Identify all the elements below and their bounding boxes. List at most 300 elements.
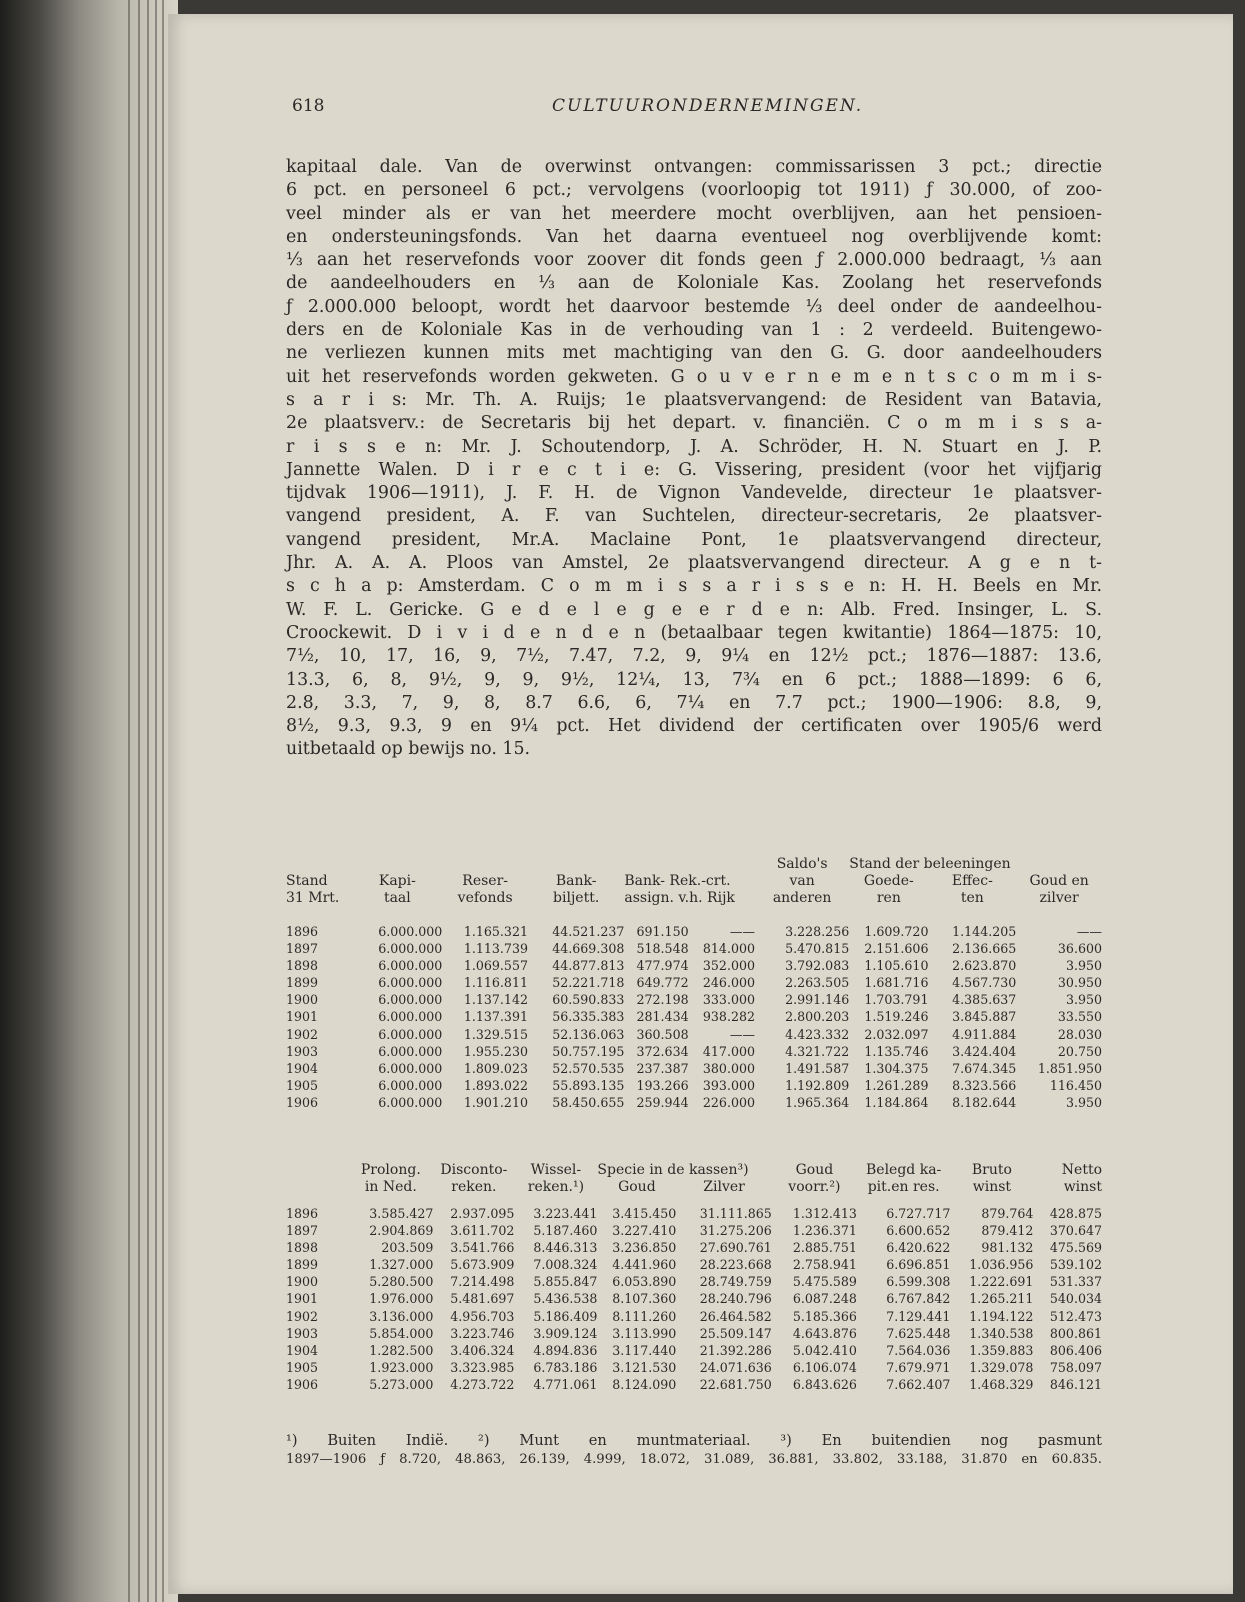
table2-header-row-cell: winst bbox=[972, 1179, 1012, 1195]
table1-row-cell: 1906 bbox=[286, 1094, 319, 1110]
table1-row-cell: 1902 bbox=[286, 1026, 319, 1042]
table2-row-cell: 1.282.500 bbox=[369, 1342, 434, 1358]
table1-row-cell: 6.000.000 bbox=[378, 941, 443, 957]
page-edge-line bbox=[162, 0, 164, 1602]
table2-row bbox=[286, 1376, 1102, 1393]
table1-header-row-cell: biljett. bbox=[553, 890, 600, 906]
table2-row-cell: 1906 bbox=[286, 1376, 319, 1392]
table2-row-cell: 2.758.941 bbox=[792, 1257, 857, 1273]
table1-row-cell: 691.150 bbox=[636, 924, 689, 939]
table1-row-cell: 372.634 bbox=[636, 1043, 689, 1059]
table1-row-cell: 333.000 bbox=[702, 992, 755, 1008]
table1-row-cell: 3.950 bbox=[1065, 992, 1102, 1008]
table1-header-row-cell: Saldo's bbox=[776, 856, 828, 872]
table2-row-cell: 758.097 bbox=[1049, 1359, 1102, 1375]
table1-row-cell: 1904 bbox=[286, 1060, 319, 1076]
table2-row-cell: 6.843.626 bbox=[792, 1376, 857, 1392]
table2-header-row-cell: Bruto bbox=[971, 1162, 1012, 1178]
table2-row-cell: 6.783.186 bbox=[533, 1359, 598, 1375]
table1-row-cell: 1.144.205 bbox=[952, 924, 1017, 939]
table2-row-cell: 28.749.759 bbox=[699, 1274, 772, 1290]
table2-row-cell: 4.771.061 bbox=[533, 1376, 598, 1392]
table2-header-row-cell bbox=[286, 1179, 348, 1196]
table1-row-cell: 6.000.000 bbox=[378, 1060, 443, 1076]
table2-row-cell: 5.273.000 bbox=[369, 1376, 434, 1392]
table2-header-row-cell: voorr.²) bbox=[788, 1179, 841, 1195]
table2-row-cell: 8.124.090 bbox=[612, 1376, 677, 1392]
table1-row-cell: 6.000.000 bbox=[378, 975, 443, 991]
table1-header-row-cell: van bbox=[789, 873, 815, 889]
table2-row-cell: 3.909.124 bbox=[533, 1325, 598, 1341]
table2-row-cell: 3.113.990 bbox=[612, 1325, 677, 1341]
table1-row-cell: 3.792.083 bbox=[785, 958, 850, 974]
table2-row-cell: 1896 bbox=[286, 1206, 319, 1221]
table1-row-cell: 1899 bbox=[286, 975, 319, 991]
table2-header-row-cell bbox=[286, 1162, 348, 1179]
table1-row-cell: 1.304.375 bbox=[864, 1060, 929, 1076]
table1-row-cell: 44.669.308 bbox=[552, 941, 625, 957]
table1-row-cell: 3.228.256 bbox=[785, 924, 850, 939]
table1-row-cell: 4.385.637 bbox=[952, 992, 1017, 1008]
table2-row-cell: 4.273.722 bbox=[450, 1376, 515, 1392]
table1-row bbox=[286, 957, 1102, 974]
body-line: uit het reservefonds worden gekweten. G o u v e r n e m e n t s c o m m i s- bbox=[286, 366, 1102, 387]
table2-row-cell: 21.392.286 bbox=[699, 1342, 772, 1358]
table2-row-cell: 31.111.865 bbox=[699, 1206, 772, 1221]
table1-row-cell: 259.944 bbox=[636, 1094, 689, 1110]
table2-row-cell: 6.087.248 bbox=[792, 1291, 857, 1307]
table2-row-cell: 3.611.702 bbox=[450, 1223, 515, 1239]
table2-row-cell: 6.420.622 bbox=[886, 1240, 951, 1256]
table1-row-cell: 1.105.610 bbox=[864, 958, 929, 974]
table1-row-cell: 6.000.000 bbox=[378, 1043, 443, 1059]
body-line: ƒ 2.000.000 beloopt, wordt het daarvoor bestemde ⅓ deel onder de aandeelhou- bbox=[286, 296, 1102, 317]
table1-row-cell: 1.261.289 bbox=[864, 1077, 929, 1093]
table1-row bbox=[286, 1026, 1102, 1043]
table1-row bbox=[286, 1077, 1102, 1094]
table2-header-row-cell: pit.en res. bbox=[867, 1179, 940, 1195]
table1-row-cell: 3.950 bbox=[1065, 958, 1102, 974]
table2-header-row-cell: Disconto- bbox=[440, 1162, 508, 1178]
body-line: Jhr. A. A. A. Ploos van Amstel, 2e plaatsvervangend directeur. A g e n t- bbox=[286, 553, 1102, 574]
table2-row-cell: 5.187.460 bbox=[533, 1223, 598, 1239]
table1-row-cell: 44.877.813 bbox=[552, 958, 625, 974]
table2-row-cell: 7.679.971 bbox=[886, 1359, 951, 1375]
body-line: uitbetaald op bewijs no. 15. bbox=[286, 739, 531, 760]
table1-row-cell: 2.263.505 bbox=[785, 975, 850, 991]
table1-row bbox=[286, 1008, 1102, 1025]
table1-row-cell: 477.974 bbox=[636, 958, 689, 974]
table1-row-cell: 272.198 bbox=[636, 992, 689, 1008]
table1-row-cell: 1.901.210 bbox=[463, 1094, 528, 1110]
table2-row-cell: 1.236.371 bbox=[792, 1223, 857, 1239]
body-line: ders en de Koloniale Kas in de verhouding van 1 : 2 verdeeld. Buitengewo- bbox=[286, 320, 1102, 341]
table2-row-cell: 512.473 bbox=[1049, 1308, 1102, 1324]
table2-header-row-cell: Specie in de kassen³) bbox=[597, 1162, 749, 1178]
table1-row-cell: 2.032.097 bbox=[864, 1026, 929, 1042]
table1-row-cell: 33.550 bbox=[1057, 1009, 1102, 1025]
table1-row-cell: 56.335.383 bbox=[552, 1009, 625, 1025]
table2-row-cell: 3.227.410 bbox=[612, 1223, 677, 1239]
table2-row-cell: 5.186.409 bbox=[533, 1308, 598, 1324]
table2-row-cell: 5.185.366 bbox=[792, 1308, 857, 1324]
table2-row-cell: 4.894.836 bbox=[533, 1342, 598, 1358]
table1-header-row-cell: Stand der beleeningen bbox=[849, 856, 1011, 872]
table2-row-cell: 1.468.329 bbox=[969, 1376, 1034, 1392]
table1-row-cell: 3.845.887 bbox=[952, 1009, 1017, 1025]
table1-row-cell: 1.703.791 bbox=[864, 992, 929, 1008]
table1-row-cell: 1.681.716 bbox=[864, 975, 929, 991]
table1-header-row-cell: Reser- bbox=[462, 873, 509, 889]
table1-row-cell: 393.000 bbox=[702, 1077, 755, 1093]
table1-row-cell: 1901 bbox=[286, 1009, 319, 1025]
table2-row-cell: 5.854.000 bbox=[369, 1325, 434, 1341]
table1-header-row-cell: Effec- bbox=[951, 873, 993, 889]
page-number: 618 bbox=[292, 96, 325, 116]
table1-header-row-cell: Kapi- bbox=[378, 873, 416, 889]
table2-row-cell: 370.647 bbox=[1049, 1223, 1102, 1239]
table1-row-cell: 814.000 bbox=[702, 941, 755, 957]
table2-row-cell: 22.681.750 bbox=[699, 1376, 772, 1392]
table1-row-cell: 1.609.720 bbox=[864, 924, 929, 939]
table1-row-cell: 938.282 bbox=[702, 1009, 755, 1025]
table1-row-cell: 226.000 bbox=[702, 1094, 755, 1110]
table1-row-cell: 1.491.587 bbox=[785, 1060, 850, 1076]
table2-header-row-cell: winst bbox=[1063, 1179, 1102, 1195]
table2-row-cell: 7.129.441 bbox=[886, 1308, 951, 1324]
table1-row-cell: 352.000 bbox=[702, 958, 755, 974]
page-edge-line bbox=[155, 0, 157, 1602]
table1-header-row-cell: Stand bbox=[286, 873, 328, 889]
table1-row-cell: —— bbox=[1076, 924, 1102, 939]
table1-row-cell: 1.135.746 bbox=[864, 1043, 929, 1059]
table2-row-cell: 540.034 bbox=[1049, 1291, 1102, 1307]
table1-header-row-cell: Bank- bbox=[555, 873, 597, 889]
table2-row-cell: 7.564.036 bbox=[886, 1342, 951, 1358]
table1-row-cell: 1903 bbox=[286, 1043, 319, 1059]
table2-row-cell: 27.690.761 bbox=[699, 1240, 772, 1256]
table2-row-cell: 6.767.842 bbox=[886, 1291, 951, 1307]
table2-row-cell: 8.111.260 bbox=[612, 1308, 677, 1324]
table2-row-cell: 3.406.324 bbox=[450, 1342, 515, 1358]
table1-row-cell: 55.893.135 bbox=[552, 1077, 625, 1093]
table1-row-cell: 1.955.230 bbox=[463, 1043, 528, 1059]
table1-row-cell: 1.809.023 bbox=[463, 1060, 528, 1076]
table2-row-cell: 428.875 bbox=[1049, 1206, 1102, 1221]
table1-row-cell: 1.893.022 bbox=[463, 1077, 528, 1093]
table2-row-cell: 1.312.413 bbox=[792, 1206, 857, 1221]
table2-row-cell: 6.106.074 bbox=[792, 1359, 857, 1375]
table1-row-cell: 1.069.557 bbox=[463, 958, 528, 974]
footnotes bbox=[286, 1431, 1102, 1469]
footnote-line: 1897—1906 ƒ 8.720, 48.863, 26.139, 4.999, 18.072, 31.089, 36.881, 33.802, 33.188, 31.870 en 60.835. bbox=[286, 1452, 1102, 1467]
table1-row-cell: —— bbox=[729, 924, 755, 939]
table2-row-cell: 1.265.211 bbox=[969, 1291, 1034, 1307]
table2-row-cell: 531.337 bbox=[1049, 1274, 1102, 1290]
table2-row-cell: 1901 bbox=[286, 1291, 319, 1307]
table1-row-cell: 1.113.739 bbox=[463, 941, 528, 957]
table2-row-cell: 3.117.440 bbox=[612, 1342, 677, 1358]
body-line: en ondersteuningsfonds. Van het daarna eventueel nog overblijvende komt: bbox=[286, 226, 1102, 247]
table2-row-cell: 1903 bbox=[286, 1325, 319, 1341]
table2-row-cell: 3.223.746 bbox=[450, 1325, 515, 1341]
table2-row bbox=[286, 1222, 1102, 1239]
body-paragraph bbox=[286, 156, 1102, 762]
footnote-line: ¹) Buiten Indië. ²) Munt en muntmateriaal. ³) En buitendien nog pasmunt bbox=[286, 1432, 1102, 1449]
table2-row-cell: 5.475.589 bbox=[792, 1274, 857, 1290]
body-line: vangend president, A. F. van Suchtelen, directeur-secretaris, 2e plaatsver- bbox=[286, 506, 1102, 527]
table1-row-cell: 1900 bbox=[286, 992, 319, 1008]
table1-row bbox=[286, 991, 1102, 1008]
table1-row-cell: 193.266 bbox=[636, 1077, 689, 1093]
table1-row bbox=[286, 1060, 1102, 1077]
table2-row-cell: 2.885.751 bbox=[792, 1240, 857, 1256]
table1-row-cell: 2.991.146 bbox=[785, 992, 850, 1008]
table2-row bbox=[286, 1308, 1102, 1325]
table1-row-cell: 1.192.809 bbox=[785, 1077, 850, 1093]
table1-row bbox=[286, 940, 1102, 957]
table2-header-row-cell: Netto bbox=[1061, 1162, 1102, 1178]
table1-header-row bbox=[286, 856, 1102, 873]
table2-header-row-cell: Wissel- bbox=[530, 1162, 582, 1178]
table1-header-row bbox=[286, 873, 1102, 890]
table2-header-row bbox=[286, 1162, 1102, 1179]
table2-row-cell: 1898 bbox=[286, 1240, 319, 1256]
table2-row-cell: 4.441.960 bbox=[612, 1257, 677, 1273]
table1-row-cell: 36.600 bbox=[1057, 941, 1102, 957]
table1-header-row-cell: Bank- Rek.-crt. bbox=[624, 873, 731, 889]
table2-row-cell: 5.280.500 bbox=[369, 1274, 434, 1290]
table2-row-cell: 5.481.697 bbox=[450, 1291, 515, 1307]
running-head bbox=[292, 96, 1092, 122]
table2-row-cell: 4.643.876 bbox=[792, 1325, 857, 1341]
body-line: Croockewit. D i v i d e n d e n (betaalbaar tegen kwitantie) 1864—1875: 10, bbox=[286, 622, 1102, 643]
table1-row-cell: 1.851.950 bbox=[1037, 1060, 1102, 1076]
table2-row-cell: 28.240.796 bbox=[699, 1291, 772, 1307]
table2-row-cell: 846.121 bbox=[1049, 1376, 1102, 1392]
running-title: CULTUURONDERNEMINGEN. bbox=[552, 96, 864, 116]
table1-row-cell: 52.570.535 bbox=[552, 1060, 625, 1076]
table1-row-cell: 20.750 bbox=[1057, 1043, 1102, 1059]
table1-row-cell: 1.329.515 bbox=[463, 1026, 528, 1042]
table1-row-cell: 380.000 bbox=[702, 1060, 755, 1076]
table1-header bbox=[286, 856, 1102, 907]
table2-header-row-cell: Goud bbox=[618, 1179, 656, 1195]
table2-row bbox=[286, 1359, 1102, 1376]
table2-row-cell: 1.340.538 bbox=[969, 1325, 1034, 1341]
table2-header-row bbox=[286, 1179, 1102, 1196]
table1-row-cell: 1.137.142 bbox=[463, 992, 528, 1008]
table2-row-cell: 31.275.206 bbox=[699, 1223, 772, 1239]
table2-row-cell: 1.327.000 bbox=[369, 1257, 434, 1273]
table2-row-cell: 6.600.652 bbox=[886, 1223, 951, 1239]
table2-row-cell: 7.662.407 bbox=[886, 1376, 951, 1392]
table2-row-cell: 1.036.956 bbox=[969, 1257, 1034, 1273]
table2-row-cell: 5.436.538 bbox=[533, 1291, 598, 1307]
table2-row-cell: 1904 bbox=[286, 1342, 319, 1358]
table1-header-row-cell: Goud en bbox=[1029, 873, 1089, 889]
table1-row-cell: 417.000 bbox=[702, 1043, 755, 1059]
table2-row-cell: 8.107.360 bbox=[612, 1291, 677, 1307]
table1-row-cell: 1.965.364 bbox=[785, 1094, 850, 1110]
table2-row-cell: 1.923.000 bbox=[369, 1359, 434, 1375]
table2-row-cell: 879.412 bbox=[981, 1223, 1034, 1239]
body-line: veel minder als er van het meerdere mocht overblijven, aan het pensioen- bbox=[286, 203, 1102, 224]
table1-row-cell: 6.000.000 bbox=[378, 924, 443, 939]
table1-header-row-cell: assign. v.h. Rijk bbox=[624, 890, 735, 906]
table2-row-cell: 203.509 bbox=[381, 1240, 434, 1256]
table1-row-cell: 1905 bbox=[286, 1077, 319, 1093]
table1-row-cell: 6.000.000 bbox=[378, 958, 443, 974]
table2-row-cell: 806.406 bbox=[1049, 1342, 1102, 1358]
table1-row-cell: 281.434 bbox=[636, 1009, 689, 1025]
table1-header-row-cell: ten bbox=[960, 890, 984, 906]
body-line: s a r i s: Mr. Th. A. Ruijs; 1e plaatsvervangend: de Resident van Batavia, bbox=[286, 389, 1102, 410]
table1-row-cell: 52.136.063 bbox=[552, 1026, 625, 1042]
table1-body bbox=[286, 923, 1102, 1111]
book-binding-edge bbox=[0, 0, 178, 1602]
table2-body bbox=[286, 1205, 1102, 1393]
table1-row-cell: 8.182.644 bbox=[952, 1094, 1017, 1110]
table1-row-cell: 6.000.000 bbox=[378, 992, 443, 1008]
body-line: ⅓ aan het reservefonds voor zoover dit fonds geen ƒ 2.000.000 bedraagt, ⅓ aan bbox=[286, 250, 1102, 271]
table2-header-row-cell: Zilver bbox=[703, 1179, 745, 1195]
page-edge-line bbox=[147, 0, 149, 1602]
table2-row-cell: 3.223.441 bbox=[533, 1206, 598, 1221]
table1-row-cell: 2.623.870 bbox=[952, 958, 1017, 974]
table2-row-cell: 8.446.313 bbox=[533, 1240, 598, 1256]
table1-row-cell: 116.450 bbox=[1049, 1077, 1102, 1093]
table1-row-cell: 1.519.246 bbox=[864, 1009, 929, 1025]
table2-row-cell: 1.359.883 bbox=[969, 1342, 1034, 1358]
table1-row-cell: 7.674.345 bbox=[952, 1060, 1017, 1076]
table2-row-cell: 1.194.122 bbox=[969, 1308, 1034, 1324]
table1-row-cell: 1.165.321 bbox=[463, 924, 528, 939]
body-line: 6 pct. en personeel 6 pct.; vervolgens (voorloopig tot 1911) ƒ 30.000, of zoo- bbox=[286, 180, 1102, 201]
body-line: r i s s e n: Mr. J. Schoutendorp, J. A. Schröder, H. N. Stuart en J. P. bbox=[286, 436, 1102, 457]
table2-row-cell: 1900 bbox=[286, 1274, 319, 1290]
table2-row-cell: 3.541.766 bbox=[450, 1240, 515, 1256]
table1-header-row-cell: vefonds bbox=[457, 890, 513, 906]
table1-row-cell: 8.323.566 bbox=[952, 1077, 1017, 1093]
table1-header-row-cell: 31 Mrt. bbox=[286, 890, 340, 906]
book-page bbox=[168, 14, 1233, 1594]
table2-row-cell: 800.861 bbox=[1049, 1325, 1102, 1341]
body-line: tijdvak 1906—1911), J. F. H. de Vignon Vandevelde, directeur 1e plaatsver- bbox=[286, 483, 1102, 504]
table1-row-cell: 6.000.000 bbox=[378, 1026, 443, 1042]
table1-row-cell: 2.151.606 bbox=[864, 941, 929, 957]
table1-row-cell: 360.508 bbox=[636, 1026, 689, 1042]
table1-row-cell: 1.184.864 bbox=[864, 1094, 929, 1110]
table1-row bbox=[286, 1094, 1102, 1111]
table2-row-cell: 3.585.427 bbox=[369, 1206, 434, 1221]
table2-header-row-cell: Prolong. bbox=[360, 1162, 421, 1178]
table1-header-row-cell: anderen bbox=[772, 890, 832, 906]
table1-row-cell: 6.000.000 bbox=[378, 1094, 443, 1110]
body-line: de aandeelhouders en ⅓ aan de Koloniale Kas. Zoolang het reservefonds bbox=[286, 273, 1102, 294]
table1-row-cell: 518.548 bbox=[636, 941, 689, 957]
table2-row-cell: 539.102 bbox=[1049, 1257, 1102, 1273]
table1-row-cell: 2.136.665 bbox=[952, 941, 1017, 957]
body-line: 13.3, 6, 8, 9½, 9, 9, 9½, 12¼, 13, 7¾ en 6 pct.; 1888—1899: 6 6, bbox=[286, 669, 1102, 690]
table2-row-cell: 6.599.308 bbox=[886, 1274, 951, 1290]
body-line: ne verliezen kunnen mits met machtiging van den G. G. door aandeelhouders bbox=[286, 343, 1102, 364]
table2-row-cell: 879.764 bbox=[981, 1206, 1034, 1221]
table2-row-cell: 26.464.582 bbox=[699, 1308, 772, 1324]
body-line: W. F. L. Gericke. G e d e l e g e e r d e n: Alb. Fred. Insinger, L. S. bbox=[286, 599, 1102, 620]
table1-header-row-cell bbox=[286, 856, 352, 873]
table1-row-cell: 237.387 bbox=[636, 1060, 689, 1076]
body-line: vangend president, Mr.A. Maclaine Pont, 1e plaatsvervangend directeur, bbox=[286, 529, 1102, 550]
table2-row-cell: 1905 bbox=[286, 1359, 319, 1375]
table1-row-cell: 1898 bbox=[286, 958, 319, 974]
table1-row-cell: 28.030 bbox=[1057, 1026, 1102, 1042]
table2-row-cell: 1897 bbox=[286, 1223, 319, 1239]
table2-row-cell: 6.696.851 bbox=[886, 1257, 951, 1273]
table2-row-cell: 5.673.909 bbox=[450, 1257, 515, 1273]
body-line: 2e plaatsverv.: de Secretaris bij het depart. v. financiën. C o m m i s s a- bbox=[286, 413, 1102, 434]
table2-header-row-cell: in Ned. bbox=[364, 1179, 417, 1195]
table2-row bbox=[286, 1273, 1102, 1290]
table2-row-cell: 7.214.498 bbox=[450, 1274, 515, 1290]
table2-header bbox=[286, 1162, 1102, 1196]
table2-row-cell: 4.956.703 bbox=[450, 1308, 515, 1324]
body-line: 7½, 10, 17, 16, 9, 7½, 7.47, 7.2, 9, 9¼ en 12½ pct.; 1876—1887: 13.6, bbox=[286, 646, 1102, 667]
table2-row-cell: 6.727.717 bbox=[886, 1206, 951, 1221]
table1-header-row-cell bbox=[528, 856, 624, 873]
table2-row-cell: 475.569 bbox=[1049, 1240, 1102, 1256]
table2-row bbox=[286, 1290, 1102, 1307]
table1-row-cell: 4.911.884 bbox=[952, 1026, 1017, 1042]
table1-header-row-cell bbox=[689, 856, 755, 873]
table2-row-cell: 5.042.410 bbox=[792, 1342, 857, 1358]
table1-row-cell: 3.950 bbox=[1065, 1094, 1102, 1110]
table2-row-cell: 5.855.847 bbox=[533, 1274, 598, 1290]
table1-row-cell: 44.521.237 bbox=[552, 924, 625, 939]
table2-row-cell: 1.976.000 bbox=[369, 1291, 434, 1307]
table2-row-cell: 24.071.636 bbox=[699, 1359, 772, 1375]
table1-row-cell: 649.772 bbox=[636, 975, 689, 991]
table1-row-cell: 4.321.722 bbox=[785, 1043, 850, 1059]
table2-row-cell: 2.937.095 bbox=[450, 1206, 515, 1221]
table2-row-cell: 6.053.890 bbox=[612, 1274, 677, 1290]
table1-row-cell: 5.470.815 bbox=[785, 941, 850, 957]
table1-row bbox=[286, 1043, 1102, 1060]
table2-row-cell: 3.121.530 bbox=[612, 1359, 677, 1375]
table1-row-cell: 246.000 bbox=[702, 975, 755, 991]
table2-row-cell: 1902 bbox=[286, 1308, 319, 1324]
table2-row-cell: 2.904.869 bbox=[369, 1223, 434, 1239]
table1-row-cell: 1896 bbox=[286, 924, 319, 939]
table1-header-row bbox=[286, 890, 1102, 907]
body-line: 8½, 9.3, 9.3, 9 en 9¼ pct. Het dividend der certificaten over 1905/6 werd bbox=[286, 716, 1102, 737]
table1-header-row-cell bbox=[1016, 856, 1102, 873]
table2-header-row-cell: reken.¹) bbox=[527, 1179, 585, 1195]
table1-row-cell: 4.567.730 bbox=[952, 975, 1017, 991]
table1-row-cell: 60.590.833 bbox=[552, 992, 625, 1008]
table1-row-cell: 4.423.332 bbox=[785, 1026, 850, 1042]
table1-row-cell: 1.116.811 bbox=[463, 975, 528, 991]
body-line: kapitaal dale. Van de overwinst ontvangen: commissarissen 3 pct.; directie bbox=[286, 157, 1102, 177]
table2-row-cell: 981.132 bbox=[981, 1240, 1034, 1256]
table1-header-row-cell: Goede- bbox=[863, 873, 914, 889]
table1-row-cell: 3.424.404 bbox=[952, 1043, 1017, 1059]
table2-row bbox=[286, 1325, 1102, 1342]
table1-row bbox=[286, 923, 1102, 940]
table1-row-cell: 58.450.655 bbox=[552, 1094, 625, 1110]
page-edge-line bbox=[128, 0, 130, 1602]
table2-row-cell: 3.236.850 bbox=[612, 1240, 677, 1256]
